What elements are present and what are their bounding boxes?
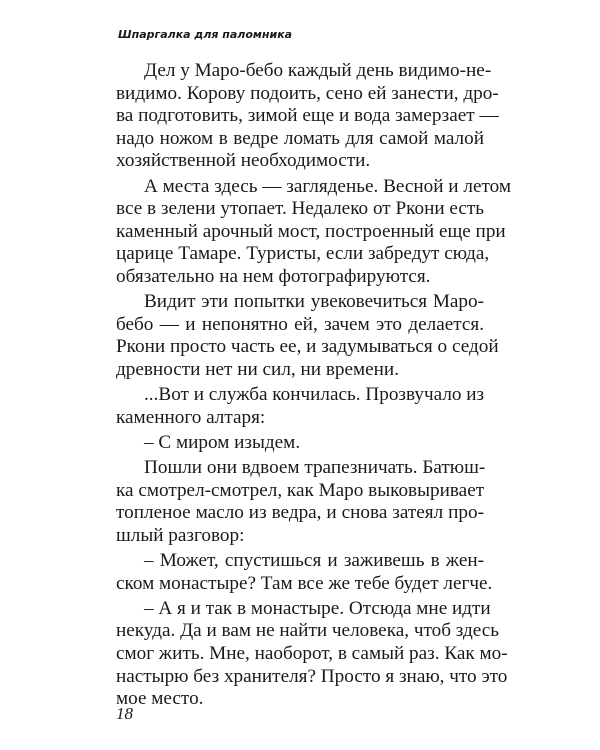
text-line: каменного алтаря: (116, 406, 266, 428)
text-line: бебо — и непонятно ей, зачем это делается. (116, 313, 484, 335)
text-line: – С миром изыдем. (144, 431, 301, 453)
text-line: топленое масло из ведра, и снова затеял про- (116, 502, 484, 524)
running-head: Шпаргалка для паломника (118, 28, 293, 41)
text-line: все в зелени утопает. Недалеко от Ркони есть (116, 198, 485, 220)
text-line: шлый разговор: (116, 524, 245, 546)
text-line: ва подготовить, зимой еще и вода замерзает — (116, 105, 499, 127)
text-line: Пошли они вдвоем трапезничать. Батюш- (144, 457, 486, 479)
paragraph (116, 597, 508, 711)
text-line: Видит эти попытки увековечиться Маро- (144, 291, 484, 313)
text-line: ка смотрел-смотрел, как Маро выковыривает (116, 479, 485, 501)
text-line: обязательно на нем фотографируются. (116, 265, 431, 287)
text-line: настырю без хранителя? Просто я знаю, что это (116, 665, 508, 687)
text-line: мое место. (116, 688, 204, 710)
text-line: древности нет ни сил, ни времени. (116, 358, 399, 380)
paragraph (116, 384, 484, 429)
text-line: – Может, спустишься и заживешь в жен- (144, 550, 484, 572)
text-line: А места здесь — загляденье. Весной и летом (144, 175, 511, 197)
text-line: Дел у Маро-бебо каждый день видимо-не- (144, 60, 492, 81)
text-line: некуда. Да и вам не найти человека, чтоб здесь (116, 620, 500, 642)
body-text (116, 60, 511, 713)
paragraph (116, 550, 493, 595)
paragraph (116, 457, 484, 547)
paragraph (116, 60, 499, 173)
page-number: 18 (116, 704, 133, 723)
paragraph (116, 175, 511, 289)
text-line: ...Вот и служба кончилась. Прозвучало из (144, 384, 485, 406)
text-line: видимо. Корову подоить, сено ей занести, дро- (116, 82, 499, 104)
text-line: смог жить. Мне, наоборот, в самый раз. Как мо- (116, 643, 508, 664)
paragraph (116, 432, 484, 455)
text-line: царице Тамаре. Туристы, если забредут сюда, (116, 243, 490, 265)
text-line: ском монастыре? Там все же тебе будет легче. (116, 572, 493, 594)
paragraph (116, 291, 499, 381)
text-line: каменный арочный мост, построенный еще при (116, 220, 506, 242)
text-line: Ркони просто часть ее, и задумываться о седой (116, 336, 499, 358)
text-line: – А я и так в монастыре. Отсюда мне идти (144, 597, 491, 619)
text-line: хозяйственной необходимости. (116, 150, 371, 172)
text-line: надо ножом в ведре ломать для самой малой (116, 127, 484, 149)
